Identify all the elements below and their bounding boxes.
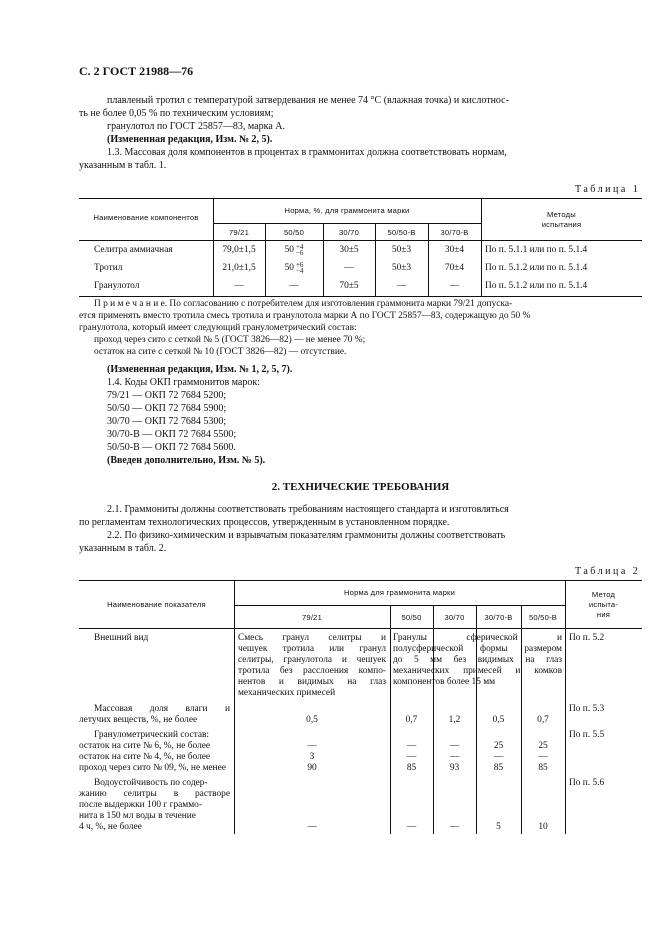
appearance-79-21: селитры, гранулотола и чешуек — [238, 655, 386, 665]
table1-cell: 70±4 — [444, 263, 465, 273]
granulometry-sub-label: остаток на сите № 6, %, не более — [79, 741, 211, 751]
table1-col-norm: Норма, %, для граммонита марки — [284, 206, 410, 215]
table2-row-name: после выдержки 100 г граммо- — [79, 800, 202, 810]
appearance-79-21: тротила без расслоения компо- — [238, 666, 386, 676]
clause-2-2-line-2: указанным в табл. 2. — [79, 543, 167, 554]
table2-grade-header: 50/50-В — [529, 613, 557, 622]
table2-col-method-3: ния — [596, 610, 611, 619]
table1-cell-tolerance — [265, 244, 323, 256]
table1-cell: — — [396, 281, 407, 291]
granulometry-sub-label: проход через сито № 09, %, не менее — [79, 763, 226, 773]
table2-row-name: Водоустойчивость по содер- — [94, 778, 208, 788]
note-line-4: проход через сито с сеткой № 5 (ГОСТ 3826—82) — не менее 70 %; — [94, 335, 366, 345]
section-heading: 2. ТЕХНИЧЕСКИЕ ТРЕБОВАНИЯ — [271, 481, 450, 493]
okp-code-item: 79/21 — ОКП 72 7684 5200; — [107, 390, 227, 401]
table2-cell: 85 — [406, 763, 417, 773]
appearance-others: до 5 мм без видимых на глаз — [393, 655, 562, 665]
amendment-note-1: (Измененная редакция, Изм. № 2, 5). — [107, 134, 273, 145]
granulometry-sub-label: остаток на сите № 4, %, не более — [79, 752, 211, 762]
table1-col-name: Наименование компонентов — [93, 213, 199, 222]
table2-cell: 10 — [538, 822, 548, 832]
table1-header-bottom — [79, 240, 642, 241]
appearance-others: компонентов более 15 мм — [393, 677, 496, 687]
lower-limit: −6 — [295, 249, 304, 257]
appearance-79-21: механических примесей — [238, 688, 336, 698]
clause-1-4: 1.4. Коды ОКП граммонитов марок: — [107, 377, 260, 388]
table1-bottom-border — [79, 296, 642, 297]
table1-row-name: Гранулотол — [94, 281, 140, 291]
table1-top-border — [79, 198, 642, 199]
table1-cell-base: 50 — [284, 263, 294, 274]
table1-cell-base: 50 — [284, 245, 294, 256]
table1-row-name: Селитра аммиачная — [94, 245, 173, 255]
table2-col-norm: Норма для граммонита марки — [343, 588, 456, 597]
table2-method: По п. 5.3 — [569, 704, 605, 714]
upper-limit: +4 — [295, 243, 304, 251]
table1-cell: — — [344, 263, 354, 273]
table1-grade-header: 79/21 — [228, 228, 249, 237]
table1-cell: — — [234, 281, 244, 291]
clause-2-1-line-1: 2.1. Граммониты должны соответствовать требованиям настоящего стандарта и изготовляться — [107, 504, 509, 515]
appearance-79-21: Смесь гранул селитры и — [238, 633, 386, 643]
table2-row-name: нита в 150 мл воды в течение — [79, 811, 196, 821]
appearance-79-21: нентов и видимых на глаз — [238, 677, 386, 687]
table2-grade-header: 30/70 — [444, 613, 465, 622]
table1-method: По п. 5.1.2 или по п. 5.1.4 — [485, 263, 588, 273]
table2-cell: — — [449, 741, 460, 751]
appearance-others: Гранулы сферической и — [393, 633, 562, 643]
table2-cell: — — [406, 822, 417, 832]
table1-cell: — — [289, 281, 299, 291]
clause-1-3-line-1: 1.3. Массовая доля компонентов в процентах в граммонитах должна соответствовать нормам, — [107, 147, 507, 158]
table2-cell: 85 — [538, 763, 548, 773]
lower-limit: −4 — [295, 267, 304, 275]
appearance-79-21: чешуек тротила или гранул — [238, 644, 386, 654]
table1-row-name: Тротил — [94, 263, 123, 273]
table2-row-name: Внешний вид — [94, 633, 149, 643]
table2-cell: — — [449, 752, 460, 762]
intro-line-2: ть не более 0,05 % по техническим условиям; — [79, 108, 274, 119]
table2-row-name: жанию селитры в растворе — [79, 789, 230, 799]
table2-cell: — — [538, 752, 548, 762]
table1-cell: 21,0±1,5 — [222, 263, 256, 273]
upper-limit: +6 — [295, 261, 304, 269]
table1-grade-header: 50/50-В — [387, 228, 416, 237]
table2-cell: 1,2 — [448, 715, 461, 725]
appearance-others: полусферической формы размером — [393, 644, 562, 654]
table2-top-border — [79, 580, 642, 581]
table2-subheader-line — [234, 605, 565, 606]
clause-2-2-line-1: 2.2. По физико-химическим и взрывчатым показателям граммониты должны соответствовать — [107, 530, 506, 541]
table2-col-method-1: Метод — [591, 590, 616, 599]
page-header: С. 2 ГОСТ 21988—76 — [79, 64, 194, 78]
table2-col-method-2: испыта- — [588, 600, 619, 609]
table2-col-name: Наименование показателя — [107, 600, 206, 609]
intro-line-3: гранулотол по ГОСТ 25857—83, марка А. — [107, 121, 285, 132]
amendment-note-3: (Введен дополнительно, Изм. № 5). — [107, 455, 266, 466]
table2-row-name: Массовая доля влаги и — [94, 704, 230, 714]
table2-cell: — — [493, 752, 504, 762]
table2-grade-header: 30/70-В — [484, 613, 513, 622]
table1-method: По п. 5.1.2 или по п. 5.1.4 — [485, 281, 588, 291]
table2-cell: — — [449, 822, 460, 832]
table2-cell: — — [307, 822, 317, 832]
okp-code-item: 50/50-В — ОКП 72 7684 5600. — [107, 442, 236, 453]
table2-method: По п. 5.6 — [569, 778, 605, 788]
table2-cell: 5 — [496, 822, 501, 832]
table1-cell: 70±5 — [339, 281, 359, 291]
table2-cell: 0,5 — [492, 715, 505, 725]
table2-caption: Таблица 2 — [575, 566, 641, 577]
table2-cell: — — [307, 741, 317, 751]
table1-cell-limits — [296, 244, 303, 256]
table2-row-name: Гранулометрический состав: — [94, 730, 210, 740]
okp-code-item: 30/70-В — ОКП 72 7684 5500; — [107, 429, 237, 440]
note-line-5: остаток на сите с сеткой № 10 (ГОСТ 3826—82) — отсутствие. — [94, 347, 347, 357]
note-line-3: гранулотола, который имеет следующий гранулометрический состав: — [79, 323, 357, 333]
table1-caption: Таблица 1 — [575, 184, 641, 195]
table2-row-name: 4 ч, %, не более — [79, 822, 142, 832]
okp-code-item: 30/70 — ОКП 72 7684 5300; — [107, 416, 227, 427]
table1-cell: 50±3 — [391, 263, 412, 273]
table2-cell: 0,7 — [405, 715, 418, 725]
intro-line-1: плавленый тротил с температурой затвердевания не менее 74 °С (влажная точка) и кислотнос- — [107, 95, 509, 106]
table2-cell: 25 — [493, 741, 504, 751]
table1-cell: 30±5 — [339, 245, 359, 255]
table1-subheader-line — [213, 223, 481, 224]
table2-cell: 0,5 — [306, 715, 318, 725]
table2-method: По п. 5.5 — [569, 730, 605, 740]
table1-cell: 79,0±1,5 — [222, 245, 256, 255]
table2-method: По п. 5.2 — [569, 633, 605, 643]
table2-cell: 25 — [538, 741, 548, 751]
table2-cell: 85 — [493, 763, 504, 773]
note-line-1: П р и м е ч а н и е. По согласованию с потребителем для изготовления граммонита марки 79/21 допуска- — [94, 299, 513, 309]
table1-grade-header: 30/70-В — [440, 228, 469, 237]
okp-code-item: 50/50 — ОКП 72 7684 5900; — [107, 403, 227, 414]
table1-grade-header: 30/70 — [338, 228, 359, 237]
table2-cell: 90 — [307, 763, 317, 773]
appearance-others: механических примесей и комков — [393, 666, 562, 676]
table1-col-method-1: Методы — [547, 210, 576, 219]
table2-row-name: летучих веществ, %, не более — [79, 715, 198, 725]
table2-cell: 0,7 — [537, 715, 549, 725]
table1-cell: — — [449, 281, 460, 291]
table1-cell-limits — [296, 262, 303, 274]
table2-header-bottom — [79, 628, 642, 629]
table2-cell: 93 — [449, 763, 460, 773]
table1-cell: 30±4 — [444, 245, 465, 255]
note-line-2: ется применять вместо тротила смесь тротила и гранулотола марки А по ГОСТ 25857—83, содержащую до 50 % — [79, 311, 531, 321]
table2-cell: 3 — [309, 752, 315, 762]
clause-2-1-line-2: по регламентам технологических процессов, утвержденным в установленном порядке. — [79, 517, 450, 528]
table2-grade-header: 79/21 — [301, 613, 322, 622]
table1-col-method-2: испытания — [541, 220, 582, 229]
table1-cell: 50±3 — [391, 245, 412, 255]
table1-grade-header: 50/50 — [283, 228, 304, 237]
table2-cell: — — [406, 752, 417, 762]
table2-grade-header: 50/50 — [401, 613, 422, 622]
amendment-note-2: (Измененная редакция, Изм. № 1, 2, 5, 7). — [107, 364, 293, 375]
table1-method: По п. 5.1.1 или по п. 5.1.4 — [485, 245, 588, 255]
clause-1-3-line-2: указанным в табл. 1. — [79, 160, 167, 171]
table1-cell-tolerance — [265, 262, 323, 274]
table2-cell: — — [406, 741, 417, 751]
